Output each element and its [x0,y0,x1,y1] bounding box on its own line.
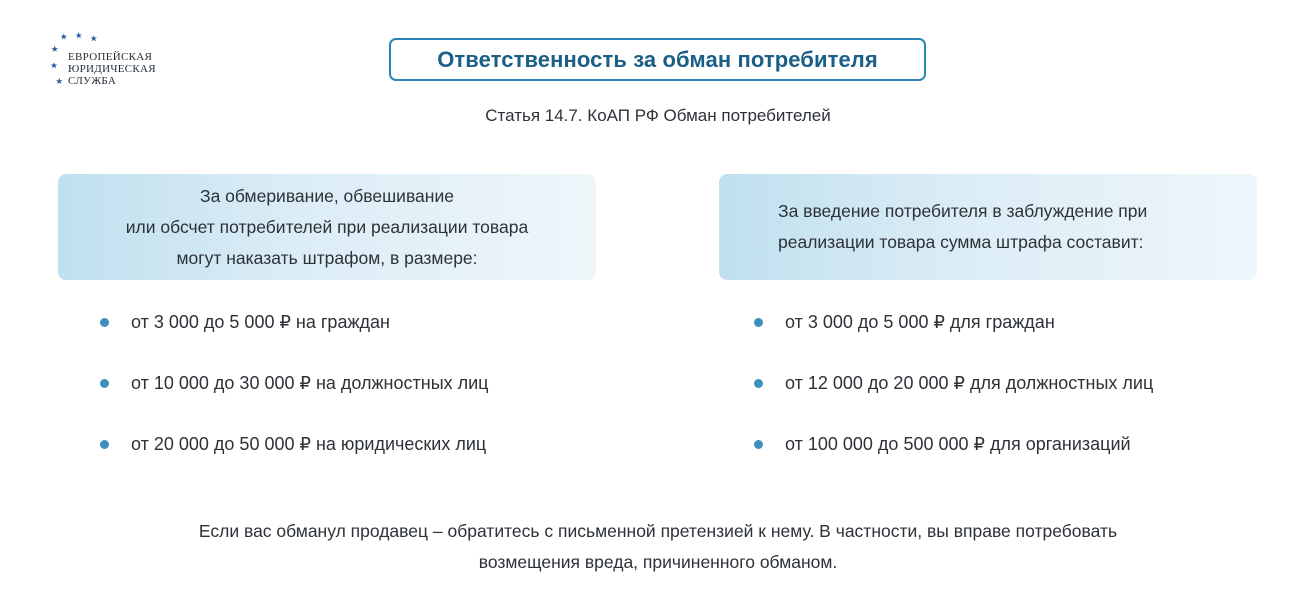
left-intro-line: За обмеривание, обвешивание [200,185,454,206]
left-intro-line: или обсчет потребителей при реализации товара [125,216,529,237]
list-item-text: от 3 000 до 5 000 ₽ для граждан [785,312,1055,332]
list-item [100,426,489,487]
right-fine-list [754,304,1153,487]
list-item [754,365,1153,426]
logo [48,30,178,92]
logo-text [68,51,156,87]
list-item [754,304,1153,365]
footer-note [0,516,1316,578]
logo-line-1: ЕВРОПЕЙСКАЯ [68,51,153,63]
left-intro-text [126,181,528,274]
page-subtitle: Статья 14.7. КоАП РФ Обман потребителей [485,106,831,125]
title-frame [389,38,926,81]
logo-line-2: ЮРИДИЧЕСКАЯ [68,63,156,75]
list-item-text: от 100 000 до 500 000 ₽ для организаций [785,434,1131,454]
list-item [754,426,1153,487]
bullet-icon [754,318,763,327]
right-intro-line: реализации товара сумма штрафа составит: [778,232,1144,252]
left-intro-line: могут наказать штрафом, в размере: [176,247,478,268]
right-intro-line: За введение потребителя в заблуждение при [778,201,1148,221]
bullet-icon [100,379,109,388]
bullet-icon [754,379,763,388]
list-item [100,304,489,365]
left-fine-list [100,304,489,487]
footer-line: возмещения вреда, причиненного обманом. [478,552,838,572]
list-item-text: от 10 000 до 30 000 ₽ на должностных лиц [131,373,489,393]
list-item-text: от 20 000 до 50 000 ₽ на юридических лиц [131,434,487,454]
footer-line: Если вас обманул продавец – обратитесь с письменной претензией к нему. В частности, вы вправе потребовать [198,521,1118,541]
bullet-icon [754,440,763,449]
left-intro-box [58,174,596,280]
right-intro-text [778,196,1147,258]
bullet-icon [100,440,109,449]
right-intro-box [719,174,1257,280]
logo-line-3: СЛУЖБА [68,75,117,87]
bullet-icon [100,318,109,327]
page-title: Ответственность за обман потребителя [437,46,878,72]
list-item-text: от 3 000 до 5 000 ₽ на граждан [131,312,390,332]
list-item [100,365,489,426]
list-item-text: от 12 000 до 20 000 ₽ для должностных лиц [785,373,1154,393]
